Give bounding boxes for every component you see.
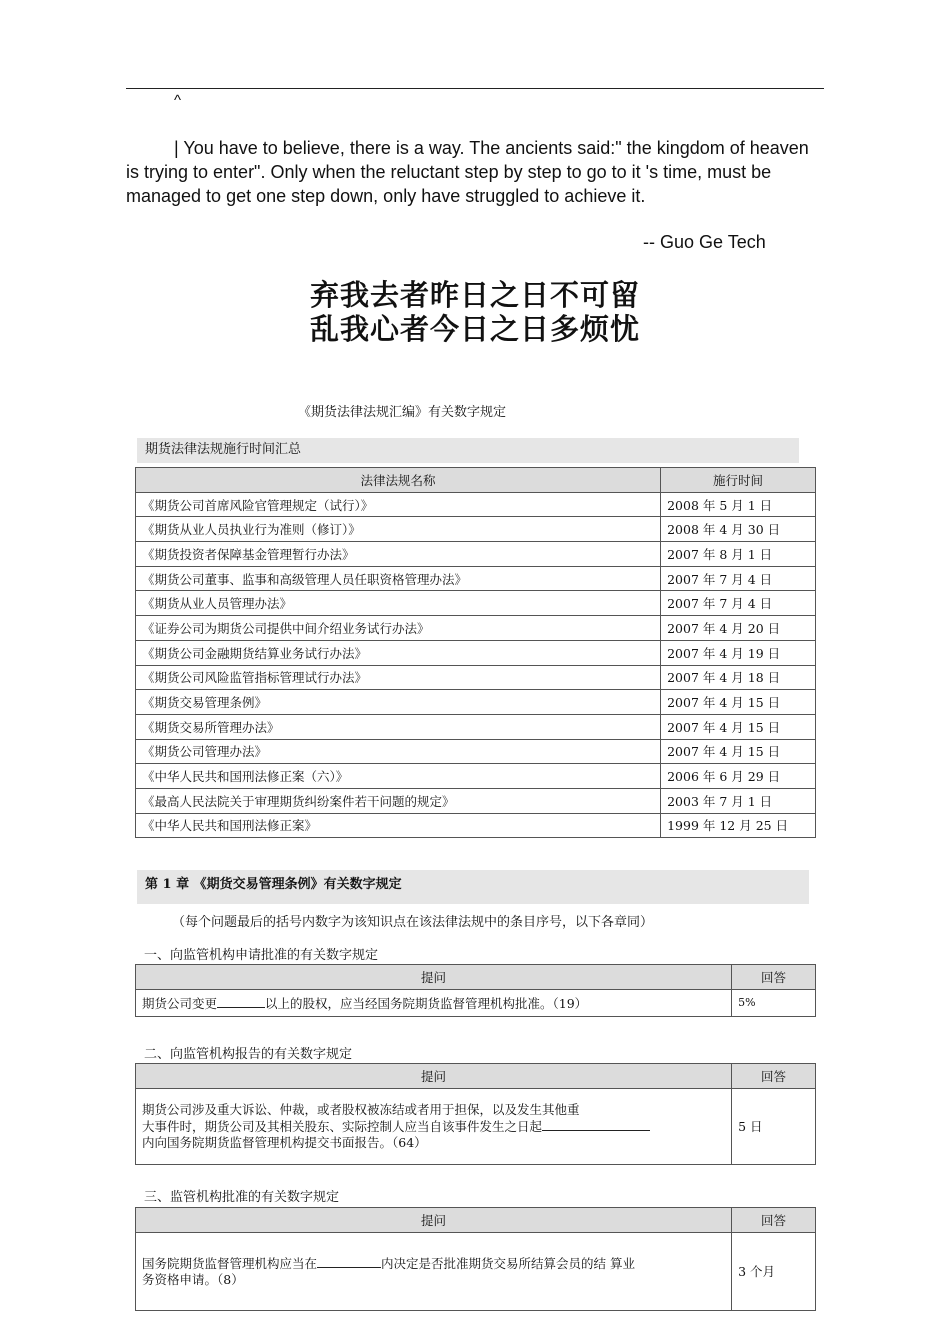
section-2-table — [135, 1063, 816, 1165]
law-name-cell: 《期货交易所管理办法》 — [136, 714, 661, 739]
section-2-title: 二、向监管机构报告的有关数字规定 — [144, 1047, 353, 1062]
law-name-cell: 《期货投资者保障基金管理暂行办法》 — [136, 542, 661, 567]
law-name-cell: 《期货公司首席风险官管理规定（试行）》 — [136, 492, 661, 517]
law-name-cell: 《期货从业人员管理办法》 — [136, 591, 661, 616]
caret-mark: ^ — [174, 92, 182, 109]
effective-date-cell: 2007 年 7 月 4 日 — [661, 591, 816, 616]
poem-line-2: 乱我心者今日之日多烦忧 — [309, 312, 640, 346]
effective-date-cell: 2007 年 4 月 19 日 — [661, 640, 816, 665]
table-row — [136, 690, 816, 715]
quote-paragraph: | You have to believe, there is a way. The ancients said:" the kingdom of heaven is trying to enter". Only when the reluctant step by step to go to it 's time, must be managed to get one step down, only have struggled to achieve it. — [126, 138, 809, 206]
table-row — [136, 665, 816, 690]
law-name-cell: 《证券公司为期货公司提供中间介绍业务试行办法》 — [136, 616, 661, 641]
answer-blank — [217, 995, 265, 1008]
table-row — [136, 739, 816, 764]
law-name-cell: 《期货公司董事、监事和高级管理人员任职资格管理办法》 — [136, 566, 661, 591]
effective-date-cell: 2008 年 4 月 30 日 — [661, 517, 816, 542]
table-row — [136, 542, 816, 567]
question-cell: 国务院期货监督管理机构应当在 内决定是否批准期货交易所结算会员的结 算业 务资格申请。（8） — [136, 1232, 732, 1310]
effective-date-cell: 2007 年 8 月 1 日 — [661, 542, 816, 567]
answer-blank — [317, 1255, 381, 1268]
qa-row — [136, 989, 816, 1016]
summary-table — [135, 467, 816, 838]
effective-date-cell: 2008 年 5 月 1 日 — [661, 492, 816, 517]
column-header-answer: 回答 — [732, 965, 816, 990]
column-header-date: 施行时间 — [661, 468, 816, 493]
summary-heading: 期货法律法规施行时间汇总 — [137, 438, 799, 463]
table-header-row — [136, 468, 816, 493]
doc-title: 《期货法律法规汇编》有关数字规定 — [298, 405, 507, 420]
quote-signature: -- Guo Ge Tech — [643, 232, 766, 252]
effective-date-cell: 2007 年 7 月 4 日 — [661, 566, 816, 591]
law-name-cell: 《期货公司金融期货结算业务试行办法》 — [136, 640, 661, 665]
column-header-name: 法律法规名称 — [136, 468, 661, 493]
effective-date-cell: 2003 年 7 月 1 日 — [661, 788, 816, 813]
table-row — [136, 640, 816, 665]
column-header-answer: 回答 — [732, 1208, 816, 1233]
column-header-question: 提问 — [136, 1064, 732, 1089]
table-row — [136, 517, 816, 542]
table-row — [136, 492, 816, 517]
law-name-cell: 《中华人民共和国刑法修正案（六）》 — [136, 764, 661, 789]
column-header-question: 提问 — [136, 965, 732, 990]
qa-row — [136, 1232, 816, 1310]
section-3-title: 三、监管机构批准的有关数字规定 — [144, 1190, 340, 1205]
table-row — [136, 591, 816, 616]
question-cell: 期货公司涉及重大诉讼、仲裁，或者股权被冻结或者用于担保，以及发生其他重 大事件时，期货公司及其相关股东、实际控制人应当自该事件发生之日起 内向国务院期货监督管理机构提交书面报告。（64） — [136, 1088, 732, 1164]
effective-date-cell: 2007 年 4 月 15 日 — [661, 714, 816, 739]
effective-date-cell: 1999 年 12 月 25 日 — [661, 813, 816, 838]
law-name-cell: 《期货公司风险监管指标管理试行办法》 — [136, 665, 661, 690]
effective-date-cell: 2006 年 6 月 29 日 — [661, 764, 816, 789]
section-3-table — [135, 1207, 816, 1311]
effective-date-cell: 2007 年 4 月 15 日 — [661, 690, 816, 715]
chapter-1-note: （每个问题最后的括号内数字为该知识点在该法律法规中的条目序号，以下各章同） — [172, 915, 654, 930]
answer-cell: 5 日 — [732, 1088, 816, 1164]
law-name-cell: 《期货从业人员执业行为准则（修订）》 — [136, 517, 661, 542]
poem-line-1: 弃我去者昨日之日不可留 — [309, 278, 640, 312]
chapter-1-heading: 第 1 章 《期货交易管理条例》有关数字规定 — [137, 870, 809, 904]
section-1-table — [135, 964, 816, 1017]
effective-date-cell: 2007 年 4 月 18 日 — [661, 665, 816, 690]
table-row — [136, 813, 816, 838]
section-1-title: 一、向监管机构申请批准的有关数字规定 — [144, 948, 379, 963]
table-row — [136, 566, 816, 591]
answer-cell: 5% — [732, 989, 816, 1016]
column-header-answer: 回答 — [732, 1064, 816, 1089]
effective-date-cell: 2007 年 4 月 15 日 — [661, 739, 816, 764]
table-row — [136, 764, 816, 789]
law-name-cell: 《期货交易管理条例》 — [136, 690, 661, 715]
effective-date-cell: 2007 年 4 月 20 日 — [661, 616, 816, 641]
qa-row — [136, 1088, 816, 1164]
column-header-question: 提问 — [136, 1208, 732, 1233]
answer-blank — [542, 1118, 650, 1131]
law-name-cell: 《最高人民法院关于审理期货纠纷案件若干问题的规定》 — [136, 788, 661, 813]
answer-cell: 3 个月 — [732, 1232, 816, 1310]
law-name-cell: 《中华人民共和国刑法修正案》 — [136, 813, 661, 838]
question-cell: 期货公司变更 以上的股权，应当经国务院期货监督管理机构批准。（19） — [136, 989, 732, 1016]
table-row — [136, 714, 816, 739]
law-name-cell: 《期货公司管理办法》 — [136, 739, 661, 764]
table-row — [136, 788, 816, 813]
top-rule — [126, 88, 824, 89]
table-row — [136, 616, 816, 641]
